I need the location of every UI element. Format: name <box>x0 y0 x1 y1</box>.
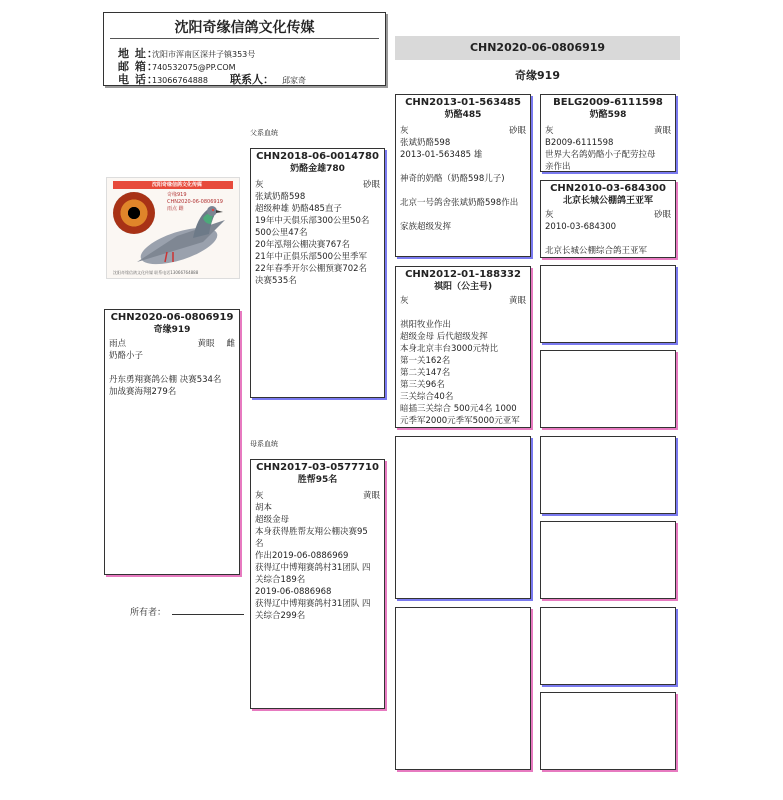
dam-name: 胜帮95名 <box>297 475 338 485</box>
great-grandparent-empty-4 <box>540 521 676 599</box>
sire-name: 奶酪金雄780 <box>290 164 345 174</box>
grandsire-line <box>396 185 530 197</box>
sire-attr-row <box>251 179 384 191</box>
dam-card <box>250 459 385 709</box>
grandsire-color: 灰 <box>400 126 409 136</box>
photo-footer: 沈阳奇缘信鸽文化传媒 联系电话13066764888 <box>113 270 199 275</box>
sire-line: 超级种雄 奶酪485直子 <box>255 204 342 214</box>
grandsire-ring: CHN2013-01-563485 <box>405 97 521 108</box>
granddam-attr-row <box>396 295 530 307</box>
granddam-line: 第一关162名 <box>400 356 451 366</box>
dam-line: 胡本 <box>255 503 273 513</box>
sire-eye: 砂眼 <box>362 180 380 190</box>
great-granddam-line: 2010-03-684300 <box>545 222 617 232</box>
granddam-line: 暗插三关综合 500元4名 1000 <box>400 404 517 414</box>
subject-name: 奇缘919 <box>153 325 191 335</box>
address-label: 地 址： <box>118 47 159 60</box>
top-ring-bar: CHN2020-06-0806919 <box>395 36 680 60</box>
sire-line: 21年中正俱乐部500公里季军 <box>255 252 368 262</box>
grandsire-eye: 砂眼 <box>508 126 526 136</box>
grandsire-attr-row <box>396 125 530 137</box>
subject-sex: 雌 <box>226 339 235 349</box>
dam-line: 2019-06-0886968 <box>255 587 332 597</box>
grandsire-line <box>396 209 530 221</box>
sire-line: 22年春季开尔公棚预赛702名 <box>255 264 368 274</box>
great-grandparent-empty-6 <box>540 692 676 770</box>
photo-banner-text: 沈阳奇缘信鸽文化传媒 <box>152 182 203 188</box>
great-granddam-attr-row <box>541 209 675 221</box>
great-grandparent-empty-1 <box>540 265 676 343</box>
dam-color: 灰 <box>255 491 264 501</box>
dam-ring: CHN2017-03-0577710 <box>256 462 379 473</box>
sire-line: 决赛535名 <box>255 276 297 286</box>
subject-card <box>104 309 240 575</box>
granddam-eye: 黄眼 <box>508 296 526 306</box>
email-label: 邮 箱： <box>118 60 159 73</box>
granddam-line: 祺阳牧业作出 <box>400 320 452 330</box>
dam-line: 获得辽中博翔赛鸽村31团队 四 <box>255 563 371 573</box>
granddam-line: 第二关147名 <box>400 368 451 378</box>
grandsire-card <box>395 94 531 257</box>
great-grandparent-empty-5 <box>540 607 676 685</box>
great-grandsire-name: 奶酪598 <box>589 110 627 120</box>
great-granddam-eye: 砂眼 <box>653 210 671 220</box>
top-pigeon-name: 奇缘919 <box>515 69 560 82</box>
grandsire-line: 家族超级发挥 <box>400 222 452 232</box>
granddam-line: 本身北京丰台3000元特比 <box>400 344 499 354</box>
great-granddam-ring: CHN2010-03-684300 <box>550 183 666 194</box>
granddam-color: 灰 <box>400 296 409 306</box>
great-grandsire-line: 世界大名鸽奶酪小子配劳拉母 <box>545 150 656 160</box>
grandsire-line: 2013-01-563485 雄 <box>400 150 483 160</box>
granddam-line: 超级金母 后代超级发挥 <box>400 332 488 342</box>
great-grandsire-ring: BELG2009-6111598 <box>553 97 663 108</box>
paternal-granddam-card <box>395 266 531 428</box>
grandsire-name: 奶酪485 <box>444 110 482 120</box>
subject-line-1: 奶酪小子 <box>109 351 144 361</box>
subject-attr-row <box>105 338 239 350</box>
dam-line: 本身获得胜帮友翔公棚决赛95 <box>255 527 368 537</box>
great-granddam-name: 北京长城公棚鸽王亚军 <box>562 196 653 206</box>
grandsire-line: 北京一号鸽舍张斌奶酪598作出 <box>400 198 519 208</box>
maternal-granddam-card <box>395 607 531 770</box>
dam-line: 关综合299名 <box>255 611 306 621</box>
dam-eye: 黄眼 <box>362 491 380 501</box>
grandsire-line: 神奇的奶酪（奶酪598儿子) <box>400 174 505 184</box>
subject-line-3: 加战赛海翔279名 <box>109 387 177 397</box>
sire-line: 19年中天俱乐部300公里50名 <box>255 216 370 226</box>
sire-line: 张斌奶酪598 <box>255 192 306 202</box>
sire-card <box>250 148 385 398</box>
mother-line-label: 母系血统 <box>250 440 278 448</box>
owner-label: 所有者： <box>130 608 167 618</box>
contact-value: 邱家奇 <box>282 76 306 85</box>
granddam-line: 第三关96名 <box>400 380 445 390</box>
subject-color: 雨点 <box>109 339 127 349</box>
dam-line: 获得辽中博翔赛鸽村31团队 四 <box>255 599 371 609</box>
father-line-label: 父系血统 <box>250 129 278 137</box>
great-grandsire-card <box>540 94 676 172</box>
great-granddam-color: 灰 <box>545 210 554 220</box>
great-granddam-line <box>541 233 675 245</box>
owner-signature-line[interactable] <box>172 614 244 615</box>
subject-line-2: 丹东勇翔赛鸽公棚 决赛534名 <box>109 375 222 385</box>
pigeon-silhouette-icon <box>107 178 239 278</box>
sire-line: 500公里47名 <box>255 228 308 238</box>
breeder-title: 沈阳奇缘信鸽文化传媒 <box>174 20 315 36</box>
great-grandsire-line: B2009-6111598 <box>545 138 614 148</box>
dam-line: 关综合189名 <box>255 575 306 585</box>
dam-attr-row <box>251 490 384 502</box>
great-grandsire-color: 灰 <box>545 126 554 136</box>
granddam-name: 祺阳（公主号) <box>433 282 493 292</box>
pigeon-photo <box>106 177 240 279</box>
email-value: 740532075@PP.COM <box>152 63 236 72</box>
great-grandsire-attr-row <box>541 125 675 137</box>
great-grandparent-empty-2 <box>540 350 676 428</box>
great-grandsire-line: 亲作出 <box>545 162 571 172</box>
great-grandsire-eye: 黄眼 <box>653 126 671 136</box>
grandsire-line: 张斌奶酪598 <box>400 138 451 148</box>
address-value: 沈阳市浑南区深井子镇353号 <box>152 50 256 59</box>
phone-row <box>118 71 306 87</box>
great-grandparent-empty-3 <box>540 436 676 514</box>
phone-label: 电 话： <box>118 73 159 86</box>
header-divider <box>110 38 379 39</box>
photo-caption: 奇缘919 CHN2020-06-0806919 雨点 雌 <box>167 192 223 212</box>
dam-line: 作出2019-06-0886969 <box>255 551 349 561</box>
owner-field <box>130 605 244 618</box>
contact-label: 联系人： <box>230 73 274 86</box>
subject-ring: CHN2020-06-0806919 <box>110 312 234 323</box>
dam-line: 名 <box>255 539 264 549</box>
breeder-header <box>103 12 386 86</box>
maternal-grandsire-card <box>395 436 531 599</box>
sire-ring: CHN2018-06-0014780 <box>256 151 379 162</box>
granddam-line: 元季军2000元季军5000元亚军 <box>400 416 520 426</box>
dam-line: 超级金母 <box>255 515 290 525</box>
granddam-ring: CHN2012-01-188332 <box>405 269 521 280</box>
granddam-line: 三关综合40名 <box>400 392 454 402</box>
great-granddam-card <box>540 180 676 258</box>
great-granddam-line: 北京长城公棚综合鸽王亚军 <box>545 246 648 256</box>
sire-line: 20年泓翔公棚决赛767名 <box>255 240 351 250</box>
phone-value: 13066764888 <box>152 76 208 85</box>
subject-eye: 黄眼 <box>197 339 215 349</box>
sire-color: 灰 <box>255 180 264 190</box>
